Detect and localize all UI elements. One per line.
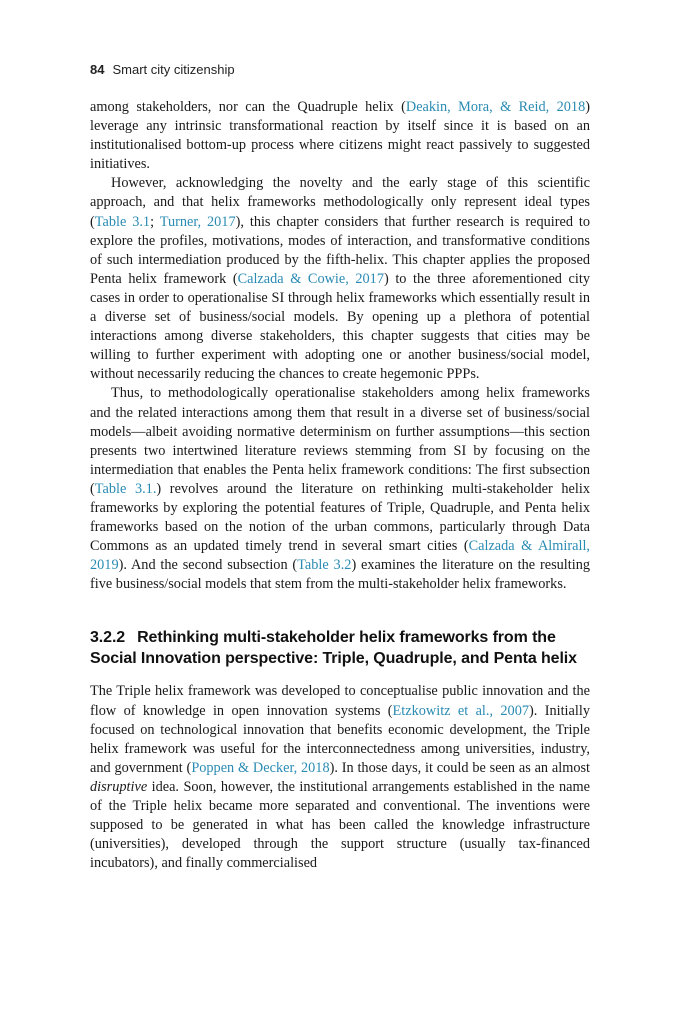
table-reference-link[interactable]: Table 3.1. — [94, 480, 157, 497]
section-heading — [90, 628, 590, 669]
citation-link[interactable]: Calzada & Cowie, 2017 — [237, 270, 384, 287]
text-run: However, acknowledging the novelty and the early stage of this scientific approach, and that helix frameworks methodologically only represent ideal types ( — [90, 175, 590, 230]
table-reference-link[interactable]: Table 3.2 — [297, 557, 352, 574]
text-run: ) to the three aforementioned city cases in order to operationalise SI through helix frameworks which essentially result in a diverse set of business/social models. By opening up a plethora of potential interactions among diverse stakeholders, this chapter suggests that cities may be willing to further experiment with adopting one or another business/social model, without necessarily reducing the chances to create hegemonic PPPs. — [90, 270, 590, 383]
text-run: idea. Soon, however, the institutional arrangements established in the name of the Triple helix became more separated and conventional. The inventions were supposed to be generated in what has been called the knowledge infrastructure (universities), developed through the support structure (usually tax-financed incubators), and finally commercialised — [90, 778, 590, 872]
paragraph-4 — [90, 682, 590, 873]
citation-link[interactable]: Etzkowitz et al., 2007 — [392, 702, 529, 719]
text-run: ; — [150, 213, 160, 230]
paragraph-2 — [90, 174, 590, 384]
emphasis: disruptive — [90, 778, 148, 795]
table-reference-link[interactable]: Table 3.1 — [94, 213, 151, 230]
text-run: ). Initially focused on technological innovation that benefits economic development, the Triple helix framework was useful for the interconnectedness among universities, industry, and government ( — [90, 702, 590, 776]
section-number: 3.2.2 — [90, 629, 126, 647]
text-run: among stakeholders, nor can the Quadruple helix ( — [90, 99, 406, 115]
paragraph-3 — [90, 384, 590, 594]
text-run: ) revolves around the literature on rethinking multi-stakeholder helix frameworks by exploring the potential features of Triple, Quadruple, and Penta helix frameworks based on the notion of the urban commons, particularly through Data Commons as an updated timely trend in several smart cities ( — [90, 480, 590, 555]
text-run: Thus, to methodologically operationalise stakeholders among helix frameworks and the related interactions among them that result in a diverse set of business/social models—albeit avoiding normative determinism on further assumptions—this section presents two intertwined literature reviews stemming from SI by focusing on the intermediation that enables the Penta helix framework conditions: The first subsection ( — [90, 385, 590, 497]
paragraph-1 — [90, 98, 590, 174]
citation-link[interactable]: Turner, 2017 — [159, 213, 236, 230]
text-run: ), this chapter considers that further research is required to explore the profiles, motivations, modes of interaction, and transformative conditions of such intermediation produced by the fifth-helix. This chapter applies the proposed Penta helix framework ( — [90, 213, 590, 287]
text-run: ) examines the literature on the resulting five business/social models that stem from the multi-stakeholder helix frameworks. — [90, 557, 590, 593]
running-title: Smart city citizenship — [112, 62, 235, 77]
body-text — [90, 98, 590, 873]
text-run: The Triple helix framework was developed to conceptualise public innovation and the flow of knowledge in open innovation systems ( — [90, 683, 590, 719]
citation-link[interactable]: Deakin, Mora, & Reid, 2018 — [405, 99, 586, 115]
text-run: ). In those days, it could be seen as an almost — [329, 759, 590, 776]
citation-link[interactable]: Calzada & Almirall, 2019 — [90, 538, 590, 574]
text-run: ). And the second subsection ( — [118, 557, 298, 574]
text-run: ) leverage any intrinsic transformational reaction by itself since it is based on an institutionalised bottom-up process where citizens might react passively to suggested initiatives. — [90, 99, 590, 173]
running-header — [90, 62, 235, 77]
section-title: Rethinking multi-stakeholder helix frameworks from the Social Innovation perspective: Triple, Quadruple, and Penta helix — [90, 629, 577, 667]
citation-link[interactable]: Poppen & Decker, 2018 — [191, 759, 330, 776]
page-number: 84 — [90, 62, 105, 77]
